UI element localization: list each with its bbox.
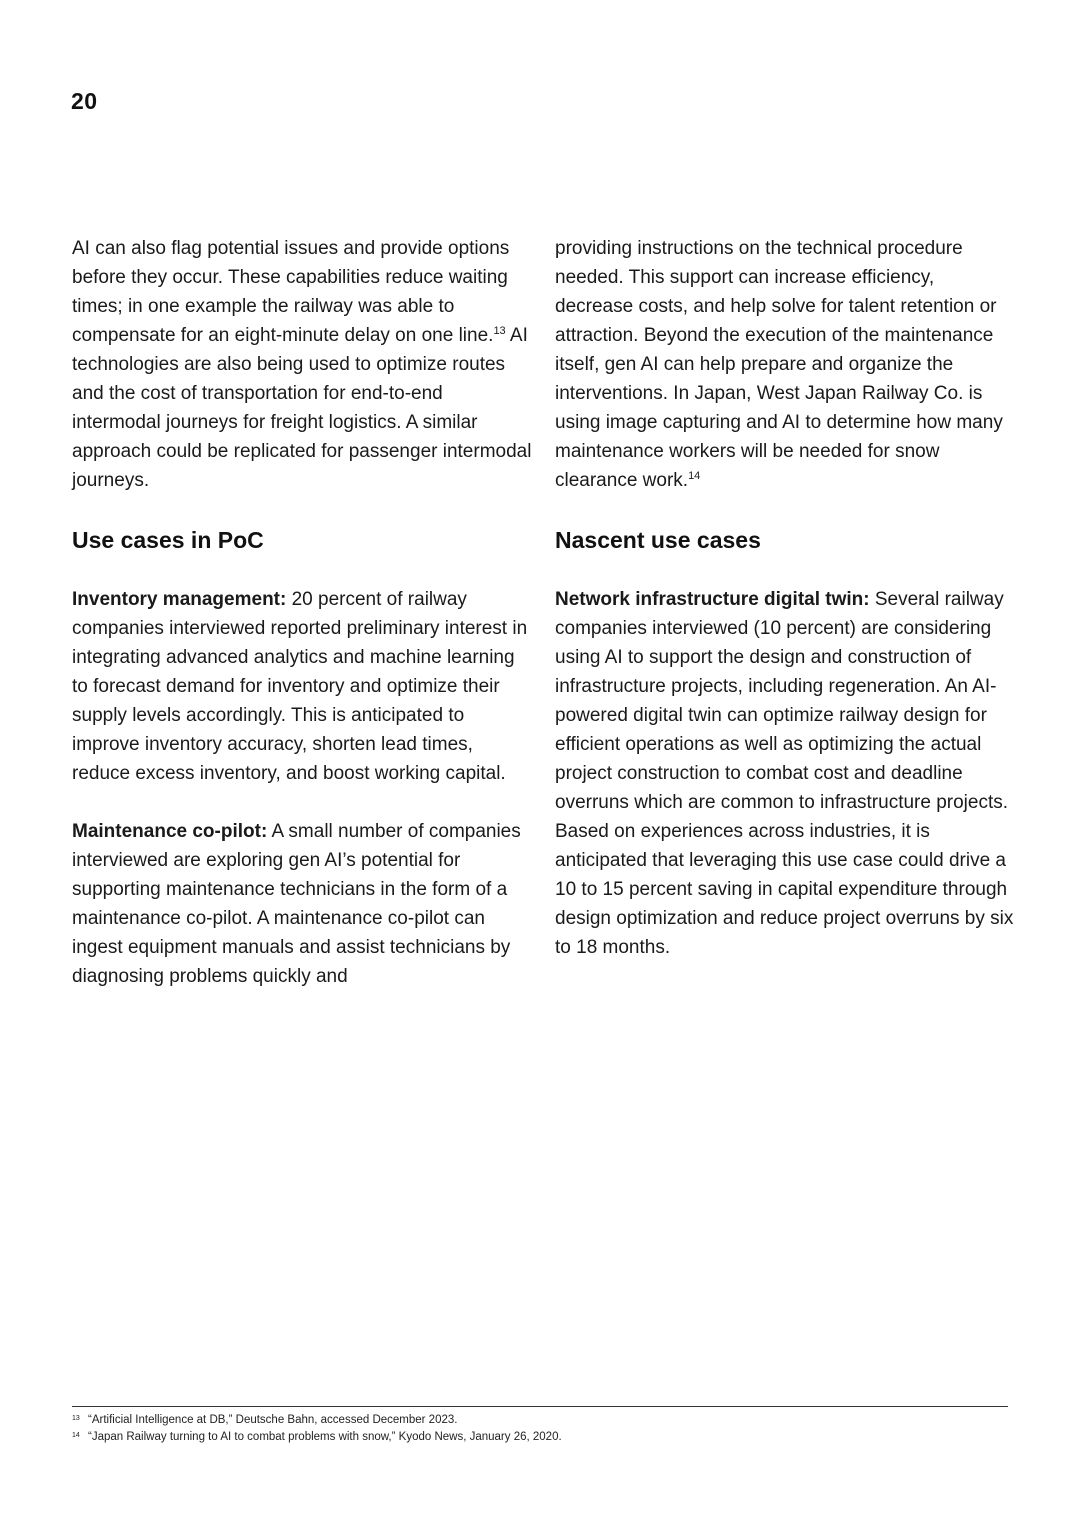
footnote-13 bbox=[72, 1411, 1008, 1428]
digital-twin-paragraph bbox=[555, 585, 1015, 962]
digital-twin-text: Several railway companies interviewed (10 percent) are considering using AI to support the design and construction of infrastructure projects, including regeneration. An AI-powered digital twin can optimize railway design for efficient operations as well as optimizing the actual project construction to combat cost and deadline overruns which are common to infrastructure projects. Based on experiences across industries, it is anticipated that leveraging this use case could drive a 10 to 15 percent saving in capital expenditure through design optimization and reduce project overruns by six to 18 months. bbox=[555, 589, 1014, 958]
footnote-13-text: “Artificial Intelligence at DB,” Deutsche Bahn, accessed December 2023. bbox=[88, 1414, 458, 1426]
left-column bbox=[72, 234, 532, 991]
inventory-title: Inventory management: bbox=[72, 589, 287, 610]
right-column bbox=[555, 234, 1015, 962]
footnote-ref-14[interactable]: 14 bbox=[688, 470, 701, 482]
footnote-14 bbox=[72, 1428, 1008, 1445]
inventory-paragraph bbox=[72, 585, 532, 788]
inventory-text: 20 percent of railway companies interviewed reported preliminary interest in integrating advanced analytics and machine learning to forecast demand for inventory and optimize their supply levels accordingly. This is anticipated to improve inventory accuracy, shorten lead times, reduce excess inventory, and boost working capital. bbox=[72, 589, 528, 784]
footnote-14-text: “Japan Railway turning to AI to combat problems with snow,” Kyodo News, January 26, 2020. bbox=[88, 1431, 562, 1443]
footnote-13-number: 13 bbox=[72, 1415, 80, 1422]
intro-text: AI can also flag potential issues and provide options before they occur. These capabilities reduce waiting times; in one example the railway was able to compensate for an eight-minute delay on one line. bbox=[72, 238, 510, 346]
maintenance-paragraph bbox=[72, 817, 532, 991]
footnote-14-number: 14 bbox=[72, 1432, 80, 1439]
maintenance-text: A small number of companies interviewed are exploring gen AI’s potential for supporting maintenance technicians in the form of a maintenance co-pilot. A maintenance co-pilot can ingest equipment manuals and assist technicians by diagnosing problems quickly and bbox=[72, 821, 521, 987]
page-number: 20 bbox=[71, 88, 98, 114]
intro-paragraph bbox=[72, 234, 532, 495]
maintenance-title: Maintenance co-pilot: bbox=[72, 821, 268, 842]
intro-text-continued: AI technologies are also being used to optimize routes and the cost of transportation for end-to-end intermodal journeys for freight logistics. A similar approach could be replicated for passenger intermodal journeys. bbox=[72, 325, 532, 491]
continuation-text: providing instructions on the technical procedure needed. This support can increase efficiency, decrease costs, and help solve for talent retention or attraction. Beyond the execution of the maintenance itself, gen AI can help prepare and organize the interventions. In Japan, West Japan Railway Co. is using image capturing and AI to determine how many maintenance workers will be needed for snow clearance work. bbox=[555, 238, 1003, 491]
heading-nascent-use-cases: Nascent use cases bbox=[555, 527, 761, 553]
heading-use-cases-poc: Use cases in PoC bbox=[72, 527, 264, 553]
footnote-ref-13[interactable]: 13 bbox=[493, 325, 506, 337]
footnotes bbox=[72, 1406, 1008, 1445]
digital-twin-title: Network infrastructure digital twin: bbox=[555, 589, 870, 610]
continuation-paragraph bbox=[555, 234, 1015, 495]
